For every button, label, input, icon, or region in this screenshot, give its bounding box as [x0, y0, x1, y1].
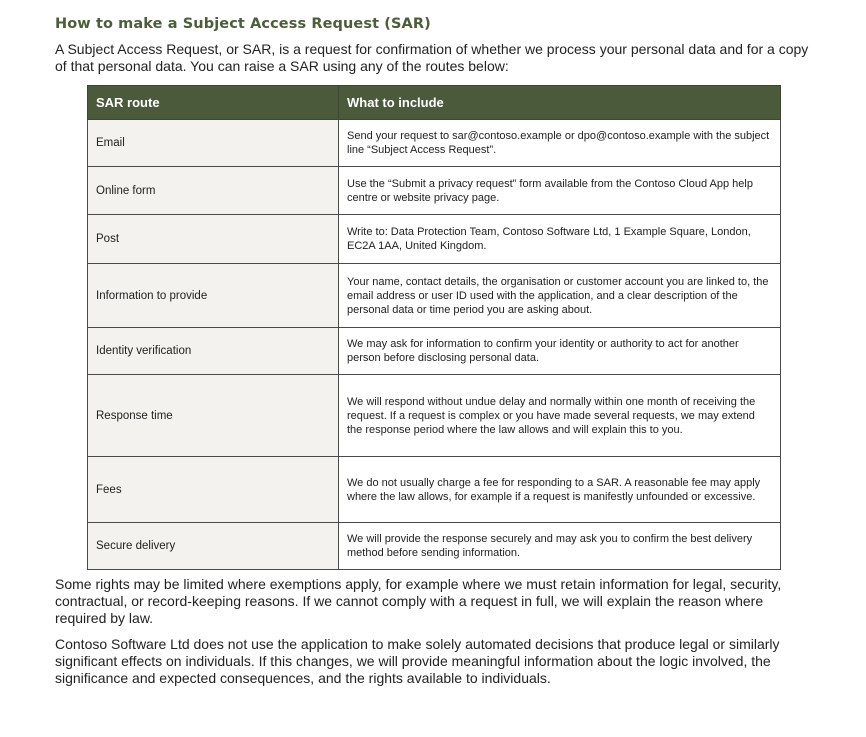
route-cell: Fees [88, 457, 339, 523]
detail-cell: Write to: Data Protection Team, Contoso Software Ltd, 1 Example Square, London, EC2A 1AA, United Kingdom. [339, 215, 781, 264]
table-row [88, 120, 781, 167]
section-heading: How to make a Subject Access Request (SAR) [55, 16, 431, 32]
detail-cell: Your name, contact details, the organisation or customer account you are linked to, the email address or user ID used with the application, and a clear description of the personal data or time period you are asking about. [339, 264, 781, 328]
column-header-route: SAR route [88, 86, 339, 120]
intro-paragraph: A Subject Access Request, or SAR, is a request for confirmation of whether we process your personal data and for a copy of that personal data. You can raise a SAR using any of the routes below: [55, 41, 809, 74]
route-cell: Secure delivery [88, 523, 339, 570]
route-cell: Online form [88, 167, 339, 215]
automated-decisions-paragraph: Contoso Software Ltd does not use the application to make solely automated decisions that produce legal or similarly significant effects on individuals. If this changes, we will provide meaningful information about the logic involved, the significance and expected consequences, and the rights available to individuals. [55, 636, 780, 686]
exemptions-paragraph: Some rights may be limited where exemptions apply, for example where we must retain information for legal, security, contractual, or record-keeping reasons. If we cannot comply with a request in full, we will explain the reason where required by law. [55, 576, 782, 626]
route-cell: Response time [88, 375, 339, 457]
document-page [55, 14, 815, 687]
detail-cell: We will provide the response securely and may ask you to confirm the best delivery method before sending information. [339, 523, 781, 570]
detail-cell: Send your request to sar@contoso.example or dpo@contoso.example with the subject line “Subject Access Request”. [339, 120, 781, 167]
route-cell: Information to provide [88, 264, 339, 328]
route-cell: Identity verification [88, 328, 339, 375]
route-cell: Email [88, 120, 339, 167]
table-row [88, 328, 781, 375]
column-header-detail: What to include [339, 86, 781, 120]
detail-cell: We will respond without undue delay and normally within one month of receiving the request. If a request is complex or you have made several requests, we may extend the response period where the law allows and will explain this to you. [339, 375, 781, 457]
table-row [88, 375, 781, 457]
table-row [88, 523, 781, 570]
table-row [88, 264, 781, 328]
table-row [88, 457, 781, 523]
detail-cell: We do not usually charge a fee for responding to a SAR. A reasonable fee may apply where the law allows, for example if a request is manifestly unfounded or excessive. [339, 457, 781, 523]
table-row [88, 167, 781, 215]
detail-cell: Use the “Submit a privacy request” form available from the Contoso Cloud App help centre or website privacy page. [339, 167, 781, 215]
table-header-row [88, 86, 781, 120]
detail-cell: We may ask for information to confirm your identity or authority to act for another person before disclosing personal data. [339, 328, 781, 375]
route-cell: Post [88, 215, 339, 264]
table-row [88, 215, 781, 264]
sar-routes-table [87, 85, 781, 570]
